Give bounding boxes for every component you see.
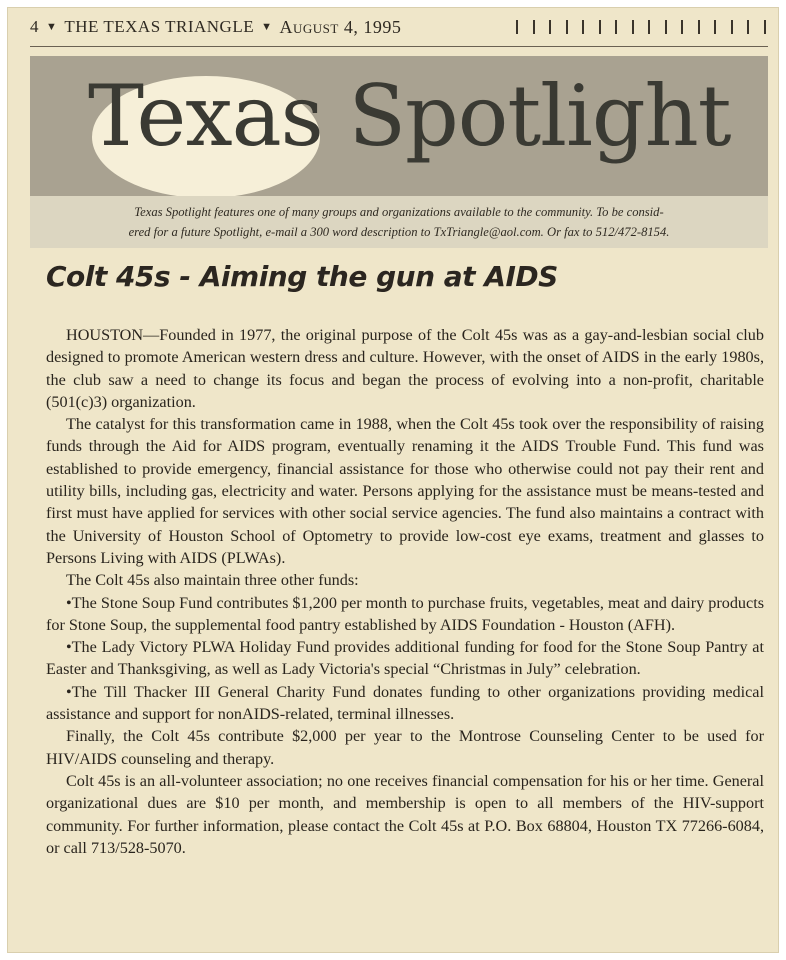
article-paragraph: •The Lady Victory PLWA Holiday Fund provides additional funding for food for the Stone Soup Pantry at Easter and Thanksgiving, as well as Lady Victoria's special “Christmas in July” celebration. xyxy=(46,638,764,679)
article-paragraph: •The Stone Soup Fund contributes $1,200 per month to purchase fruits, vegetables, meat and dairy products for Stone Soup, the supplemental food pantry established by AIDS Foundation - Houston (AFH). xyxy=(46,593,764,634)
intro-line: Texas Spotlight features one of many groups and organizations available to the community. To be consid- xyxy=(134,205,664,219)
banner-title: Texas Spotlight xyxy=(88,67,731,165)
newspaper-clipping xyxy=(8,8,778,952)
spotlight-intro xyxy=(30,196,768,248)
intro-line: ered for a future Spotlight, e-mail a 300 word description to TxTriangle@aol.com. Or fax to 512/472-8154. xyxy=(128,225,670,239)
masthead-rule xyxy=(30,46,768,47)
article-paragraph: The catalyst for this transformation came in 1988, when the Colt 45s took over the responsibility of raising funds through the Aid for AIDS program, eventually renaming it the AIDS Trouble Fund. This fund was established to provide emergency, financial assistance for those who otherwise could not pay their rent and utility bills, including gas, electricity and water. Persons applying for the assistance must be means-tested and first must have applied for services with other social service agencies. The fund also maintains a contract with the University of Houston School of Optometry to provide low-cost eye exams, treatment and glasses to Persons Living with AIDS (PLWAs). xyxy=(46,415,764,567)
article-paragraph: •The Till Thacker III General Charity Fund donates funding to other organizations providing medical assistance and support for nonAIDS-related, terminal illnesses. xyxy=(46,682,764,724)
page-number: 4 xyxy=(30,17,39,36)
article-paragraph: The Colt 45s also maintain three other funds: xyxy=(66,571,359,590)
publication-name: THE TEXAS TRIANGLE xyxy=(64,17,255,36)
publication-date: August 4, 1995 xyxy=(279,16,402,37)
masthead xyxy=(30,14,401,40)
triangle-separator-icon: ▼ xyxy=(46,21,58,33)
article-paragraph: Finally, the Colt 45s contribute $2,000 per year to the Montrose Counseling Center to be used for HIV/AIDS counseling and therapy. xyxy=(46,727,764,768)
decorative-tick-bar xyxy=(516,20,766,34)
triangle-separator-icon: ▼ xyxy=(261,21,273,33)
article-paragraph: HOUSTON—Founded in 1977, the original purpose of the Colt 45s was as a gay-and-lesbian social club designed to promote American western dress and culture. However, with the onset of AIDS in the early 1980s, the club saw a need to change its focus and began the process of evolving into a non-profit, charitable (501(c)3) organization. xyxy=(46,326,764,411)
article-body xyxy=(46,324,764,859)
article-headline: Colt 45s - Aiming the gun at AIDS xyxy=(46,260,558,293)
spotlight-banner xyxy=(30,56,768,196)
article-paragraph: Colt 45s is an all-volunteer association; no one receives financial compensation for his or her time. General organizational dues are $10 per month, and membership is open to all members of the HIV-support community. For further information, please contact the Colt 45s at P.O. Box 68804, Houston TX 77266-6084, or call 713/528-5070. xyxy=(46,771,764,857)
